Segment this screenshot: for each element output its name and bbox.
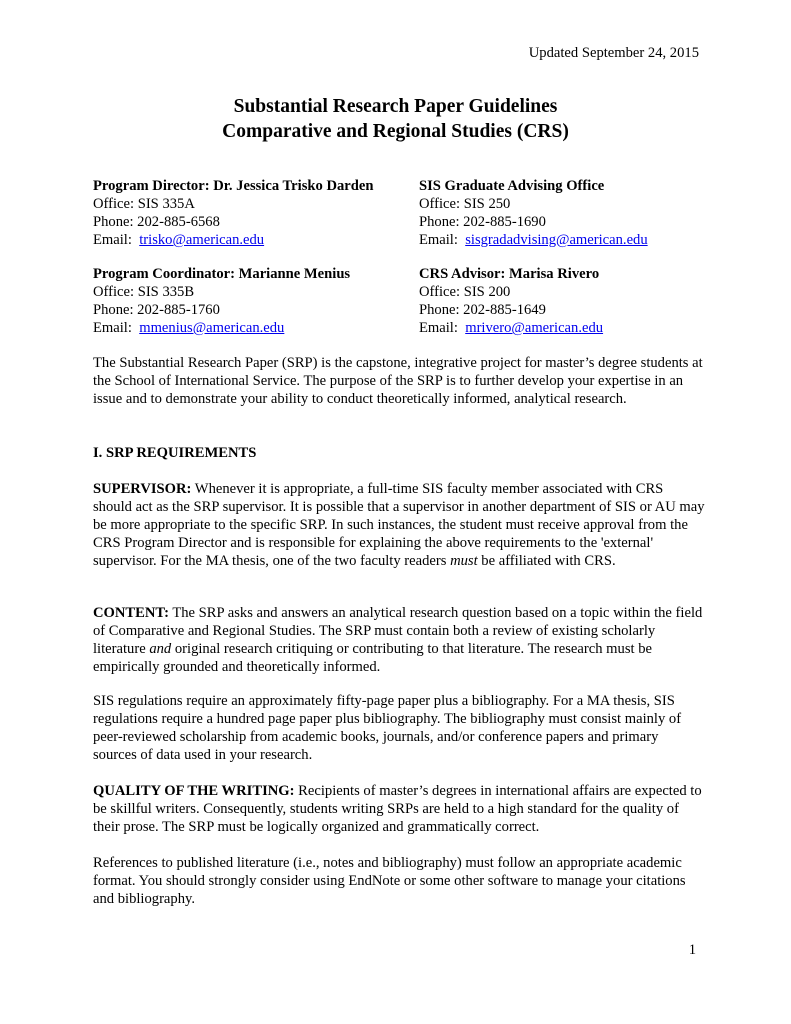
contact-name: SIS Graduate Advising Office [419,178,605,194]
content-text: The SRP asks and answers an analytical research question based on a topic within the field of Comparative and Regional Studies. The SRP must contain both a review of existing scholarly literature [93,605,703,657]
content-paragraph [93,604,705,676]
contact-advising-office [419,177,749,249]
supervisor-emphasis: must [450,553,478,569]
contact-office: Office: SIS 250 [419,196,511,212]
intro-paragraph [93,354,705,408]
contact-name: CRS Advisor: Marisa Rivero [419,266,600,282]
email-link[interactable]: mmenius@american.edu [139,320,285,336]
contact-email-line [419,319,749,337]
contact-email-line [93,319,423,337]
contact-office: Office: SIS 200 [419,284,511,300]
supervisor-text: Whenever it is appropriate, a full-time SIS faculty member associated with CRS should act as the SRP supervisor. It is possible that a supervisor in another department of SIS or AU may be more appropriate to the specific SRP. In such instances, the student must receive approval from the CRS Program Director and is responsible for explaining the above requirements to the 'external' supervisor. For the MA thesis, one of the two faculty readers [93,481,705,569]
contact-phone: Phone: 202-885-1690 [419,214,546,230]
document-title: Substantial Research Paper Guidelines [233,96,558,117]
updated-date: Updated September 24, 2015 [528,45,699,61]
quality-paragraph [93,782,705,836]
section-heading: I. SRP REQUIREMENTS [93,445,257,461]
contact-name: Program Coordinator: Marianne Menius [93,266,351,282]
references-paragraph [93,854,705,908]
content-tail: original research critiquing or contributing to that literature. The research must be empirically grounded and theoretically informed. [93,641,652,675]
contact-phone: Phone: 202-885-6568 [93,214,220,230]
email-link[interactable]: sisgradadvising@american.edu [465,232,648,248]
supervisor-paragraph [93,480,705,570]
regulations-paragraph [93,692,705,764]
contact-crs-advisor [419,265,749,337]
regulations-text: SIS regulations require an approximately fifty-page paper plus a bibliography. For a MA thesis, SIS regulations require a hundred page paper plus bibliography. The bibliography must consist mainly of peer-reviewed scholarship from academic books, journals, and/or conference papers and primary sources of data used in your research. [93,693,682,763]
references-text: References to published literature (i.e., notes and bibliography) must follow an appropriate academic format. You should strongly consider using EndNote or some other software to manage your citations and bibliography. [93,855,686,907]
email-link[interactable]: mrivero@american.edu [465,320,604,336]
email-label: Email: [419,232,458,248]
email-label: Email: [93,232,132,248]
contact-phone: Phone: 202-885-1649 [419,302,546,318]
intro-text: The Substantial Research Paper (SRP) is the capstone, integrative project for master’s degree students at the School of International Service. The purpose of the SRP is to further develop your expertise in an issue and to demonstrate your ability to conduct theoretically informed, analytical research. [93,355,703,407]
contact-phone: Phone: 202-885-1760 [93,302,220,318]
quality-label: QUALITY OF THE WRITING: [93,783,295,799]
contact-program-director [93,177,423,249]
contact-name: Program Director: Dr. Jessica Trisko Darden [93,178,374,194]
contact-office: Office: SIS 335A [93,196,195,212]
contact-program-coordinator [93,265,423,337]
contact-office: Office: SIS 335B [93,284,195,300]
email-label: Email: [93,320,132,336]
content-emphasis: and [149,641,172,657]
page-number: 1 [688,942,696,958]
document-subtitle: Comparative and Regional Studies (CRS) [222,121,569,142]
quality-text: Recipients of master’s degrees in international affairs are expected to be skillful writers. Consequently, students writing SRPs are held to a high standard for the quality of their prose. The SRP must be logically organized and grammatically correct. [93,783,702,835]
email-label: Email: [419,320,458,336]
supervisor-tail: be affiliated with CRS. [477,553,616,569]
supervisor-label: SUPERVISOR: [93,481,192,497]
contact-email-line [419,231,749,249]
contact-email-line [93,231,423,249]
content-label: CONTENT: [93,605,169,621]
email-link[interactable]: trisko@american.edu [139,232,265,248]
